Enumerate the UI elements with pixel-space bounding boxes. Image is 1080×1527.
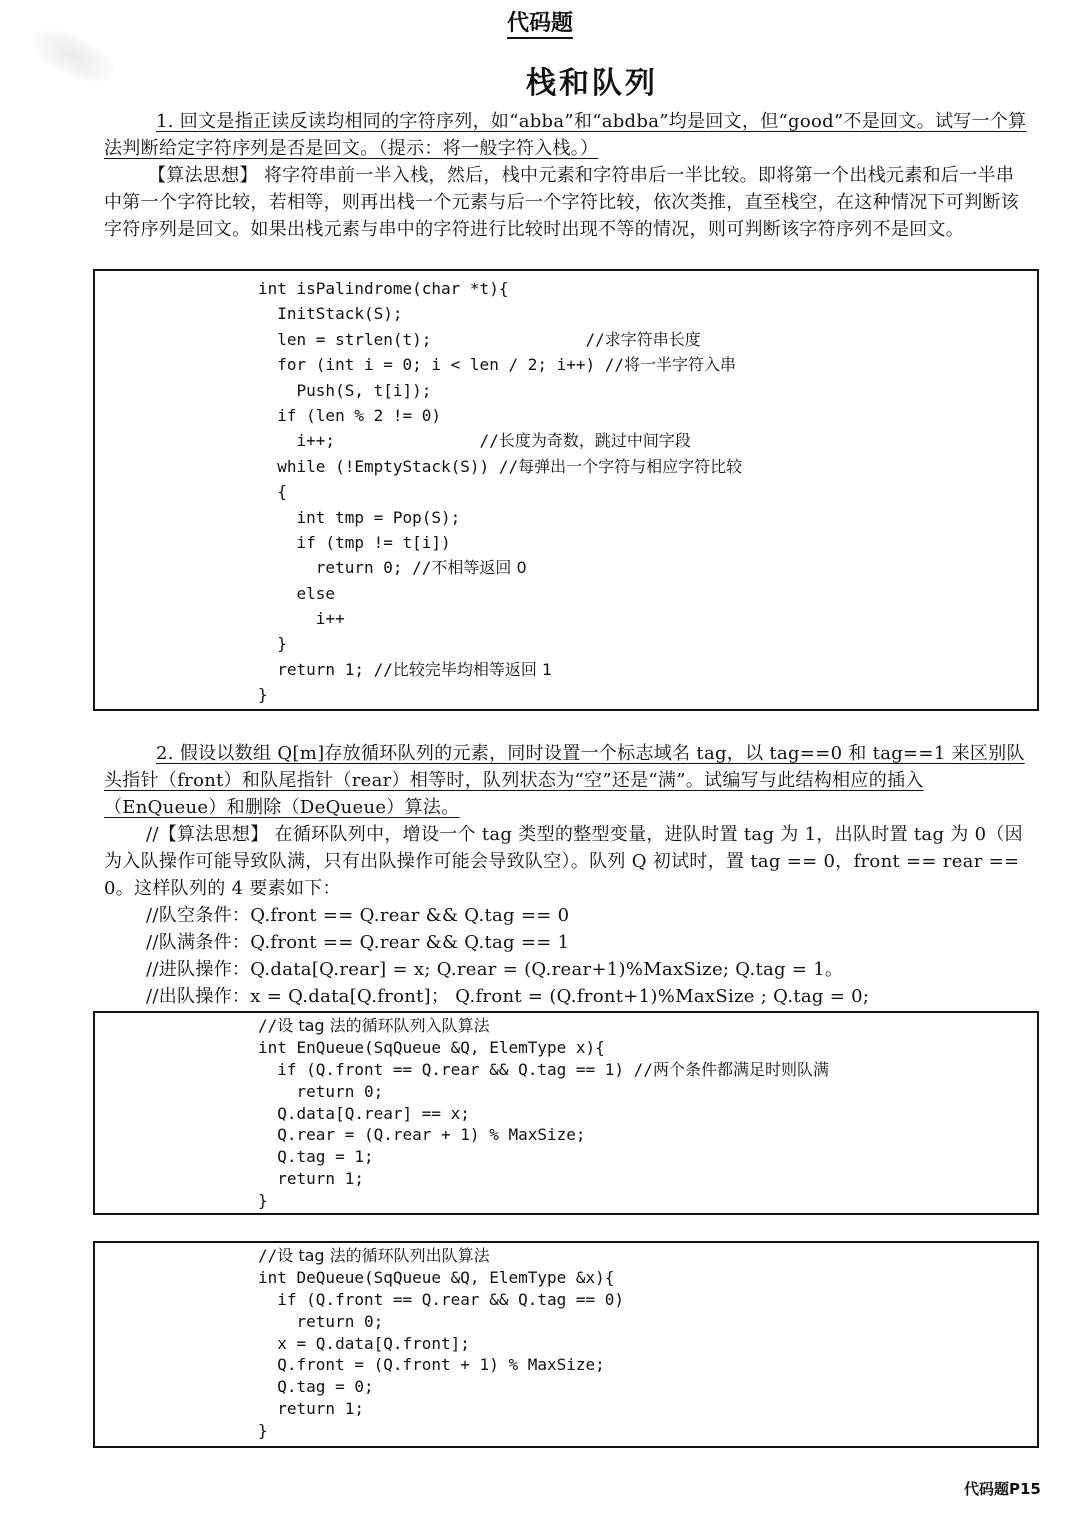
code-text: return 0; bbox=[258, 1311, 384, 1331]
code-text: Q.data[Q.rear] == x; bbox=[258, 1103, 470, 1123]
header-title: 代码题 bbox=[507, 11, 573, 39]
code-line bbox=[258, 1245, 624, 1267]
code-comment: 长度为奇数，跳过中间字段 bbox=[498, 431, 691, 451]
q2-condition-enqueue: //进队操作：Q.data[Q.rear] = x; Q.rear = (Q.rear+1)%MaxSize; Q.tag = 1。 bbox=[146, 959, 844, 980]
code-comment: 每弹出一个字符与相应字符比较 bbox=[518, 456, 743, 476]
code-text: return 1; // bbox=[258, 659, 393, 679]
code-text: return 1; bbox=[258, 1399, 364, 1419]
q2-question: 2. 假设以数组 Q[m]存放循环队列的元素，同时设置一个标志域名 tag，以 tag==0 和 tag==1 来区别队头指针（front）和队尾指针（rear）相等时，队列状态为“空”还是“满”。试编写与此结构相应的插入（EnQueue）和删除（DeQueue）算法。 bbox=[104, 743, 1025, 818]
q1-idea: 【算法思想】 将字符串前一半入栈，然后，栈中元素和字符串后一半比较。即将第一个出栈元素和后一半串中第一个字符比较，若相等，则再出栈一个元素与后一个字符比较，依次类推，直至栈空，在这种情况下可判断该字符序列是回文。如果出栈元素与串中的字符进行比较时出现不等的情况，则可判断该字符序列不是回文。 bbox=[104, 165, 1019, 240]
code-text: if (tmp != t[i]) bbox=[258, 532, 451, 552]
code-line bbox=[258, 555, 742, 580]
code-line bbox=[258, 352, 742, 377]
code-text: if (Q.front == Q.rear && Q.tag == 0) bbox=[258, 1289, 625, 1309]
code-line bbox=[258, 479, 742, 504]
code-comment: 比较完毕均相等返回 1 bbox=[392, 659, 553, 679]
code-line bbox=[258, 1398, 624, 1420]
dequeue-code bbox=[258, 1245, 624, 1442]
code-text: return 1; bbox=[258, 1169, 364, 1189]
code-comment: 两个条件都满足时则队满 bbox=[652, 1059, 829, 1079]
dequeue-code-box bbox=[93, 1241, 1039, 1448]
code-line bbox=[258, 606, 742, 631]
code-text: x = Q.data[Q.front]; bbox=[258, 1333, 470, 1353]
code-text: Q.front = (Q.front + 1) % MaxSize; bbox=[258, 1355, 605, 1375]
code-text: while (!EmptyStack(S)) // bbox=[258, 456, 519, 476]
code-line bbox=[258, 1420, 624, 1442]
code-line bbox=[258, 1190, 829, 1212]
code-text: { bbox=[258, 482, 287, 502]
code-line bbox=[258, 505, 742, 530]
code-line bbox=[258, 1124, 829, 1146]
code-line bbox=[258, 1289, 624, 1311]
code-line bbox=[258, 1376, 624, 1398]
code-line bbox=[258, 581, 742, 606]
code-line bbox=[258, 1333, 624, 1355]
code-text: // bbox=[258, 1016, 278, 1035]
code-line bbox=[258, 1311, 624, 1333]
page-number: 代码题P15 bbox=[964, 1480, 1041, 1498]
code-line bbox=[258, 1081, 829, 1103]
code-text: Q.tag = 0; bbox=[258, 1377, 374, 1397]
code-line bbox=[258, 1015, 829, 1037]
code-line bbox=[258, 1146, 829, 1168]
code-line bbox=[258, 530, 742, 555]
code-text: } bbox=[258, 634, 287, 654]
code-text: int isPalindrome(char *t){ bbox=[258, 279, 509, 298]
code-line bbox=[258, 1168, 829, 1190]
page-header bbox=[0, 6, 1080, 37]
code-text: else bbox=[258, 583, 336, 603]
code-text: if (Q.front == Q.rear && Q.tag == 1) // bbox=[258, 1059, 653, 1079]
q2-condition-full: //队满条件：Q.front == Q.rear && Q.tag == 1 bbox=[146, 932, 570, 953]
code-line bbox=[258, 276, 742, 301]
code-text: return 0; bbox=[258, 1081, 384, 1101]
code-text: if (len % 2 != 0) bbox=[258, 405, 442, 425]
code-line bbox=[258, 428, 742, 453]
q2-condition-dequeue: //出队操作：x = Q.data[Q.front]； Q.front = (Q.front+1)%MaxSize ; Q.tag = 0; bbox=[146, 986, 870, 1007]
code-text: return 0; // bbox=[258, 558, 432, 578]
code-line bbox=[258, 378, 742, 403]
code-text: Q.tag = 1; bbox=[258, 1147, 374, 1167]
code-text: int EnQueue(SqQueue &Q, ElemType x){ bbox=[258, 1037, 605, 1057]
code-line bbox=[258, 1103, 829, 1125]
enqueue-code-box bbox=[93, 1011, 1039, 1215]
code-text: i++; // bbox=[258, 431, 499, 451]
code-line bbox=[258, 327, 742, 352]
code-line bbox=[258, 454, 742, 479]
code-text: int DeQueue(SqQueue &Q, ElemType &x){ bbox=[258, 1267, 615, 1287]
code-text: Push(S, t[i]); bbox=[258, 380, 432, 400]
enqueue-code bbox=[258, 1015, 829, 1212]
code-text: } bbox=[258, 1191, 268, 1211]
code-comment: 设 tag 法的循环队列出队算法 bbox=[277, 1246, 490, 1265]
code-line bbox=[258, 1037, 829, 1059]
code-text: for (int i = 0; i < len / 2; i++) // bbox=[258, 355, 625, 375]
code-line bbox=[258, 1059, 829, 1081]
code-comment: 求字符串长度 bbox=[604, 329, 701, 349]
code-comment: 设 tag 法的循环队列入队算法 bbox=[277, 1016, 490, 1035]
code-text: // bbox=[258, 1246, 278, 1265]
code-line bbox=[258, 1267, 624, 1289]
code-line bbox=[258, 682, 742, 707]
q1-code-box bbox=[93, 269, 1039, 711]
q1-code bbox=[258, 276, 742, 708]
q1-question: 1. 回文是指正读反读均相同的字符序列，如“abba”和“abdba”均是回文，但“good”不是回文。试写一个算法判断给定字符序列是否是回文。（提示：将一般字符入栈。） bbox=[104, 111, 1027, 159]
code-line bbox=[258, 631, 742, 656]
code-line bbox=[258, 301, 742, 326]
code-text: Q.rear = (Q.rear + 1) % MaxSize; bbox=[258, 1125, 586, 1145]
code-text: len = strlen(t); // bbox=[258, 329, 605, 349]
code-line bbox=[258, 1354, 624, 1376]
code-comment: 不相等返回 0 bbox=[431, 558, 527, 578]
code-text: int tmp = Pop(S); bbox=[258, 507, 461, 527]
chapter-title: 栈和队列 bbox=[526, 66, 658, 101]
code-line bbox=[258, 403, 742, 428]
code-comment: 将一半字符入串 bbox=[624, 355, 737, 375]
q2-idea: //【算法思想】 在循环队列中，增设一个 tag 类型的整型变量，进队时置 tag 为 1，出队时置 tag 为 0（因为入队操作可能导致队满，只有出队操作可能会导致队空）。队列 Q 初试时，置 tag == 0，front == rear == 0。这样队列的 4 要素如下： bbox=[104, 824, 1023, 899]
code-line bbox=[258, 657, 742, 682]
code-text: } bbox=[258, 1421, 268, 1441]
code-text: i++ bbox=[258, 609, 345, 629]
q2-condition-empty: //队空条件：Q.front == Q.rear && Q.tag == 0 bbox=[146, 905, 570, 926]
code-text: } bbox=[258, 685, 268, 705]
code-text: InitStack(S); bbox=[258, 304, 403, 324]
